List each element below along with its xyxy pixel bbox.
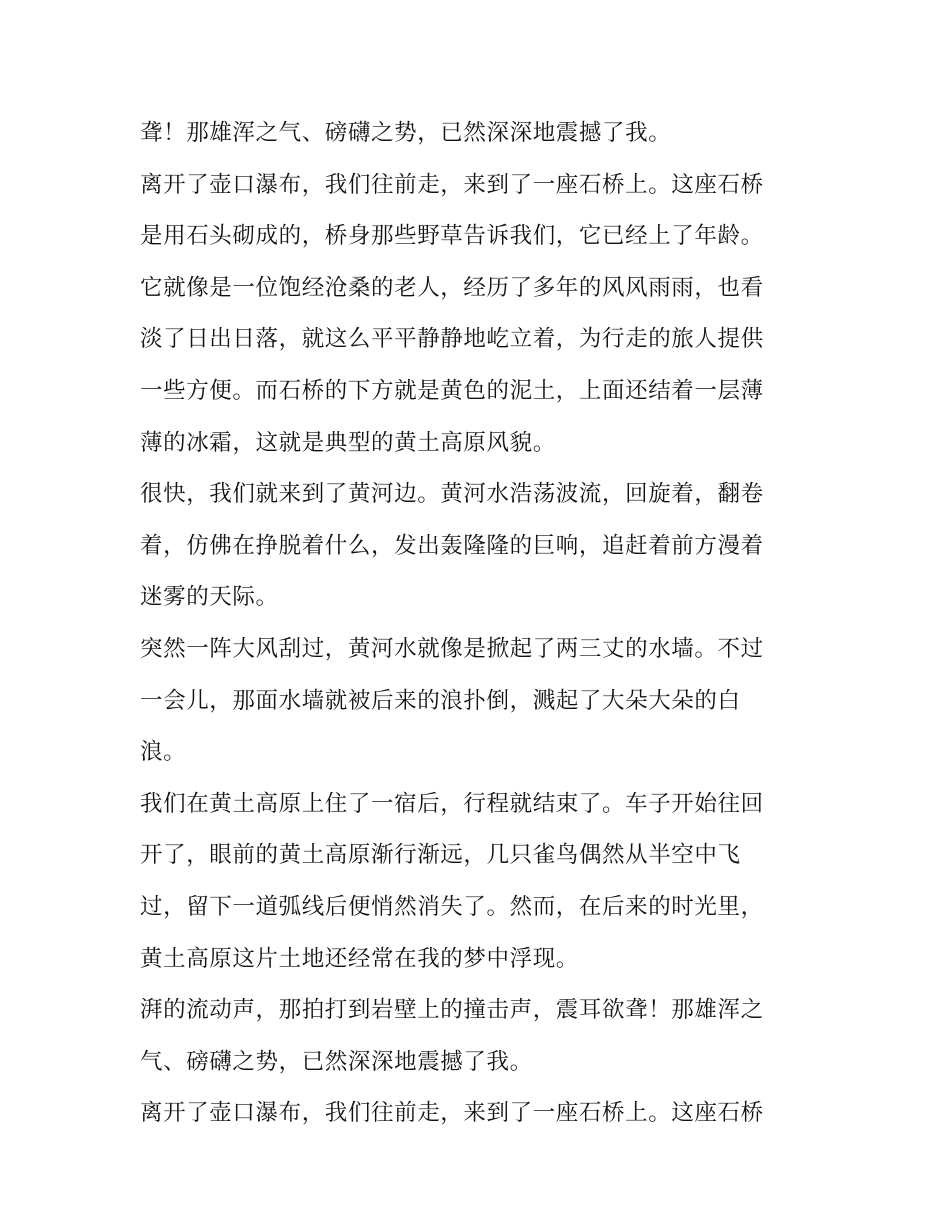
text-line: 一会儿，那面水墙就被后来的浪扑倒，溅起了大朵大朵的白 [140, 687, 741, 714]
essay-text [140, 108, 830, 1140]
text-line: 离开了壶口瀑布，我们往前走，来到了一座石桥上。这座石桥 [140, 171, 764, 198]
text-line: 过，留下一道弧线后便悄然消失了。然而，在后来的时光里， [140, 893, 764, 920]
text-line: 离开了壶口瀑布，我们往前走，来到了一座石桥上。这座石桥 [140, 1100, 764, 1127]
text-line: 淡了日出日落，就这么平平静静地屹立着，为行走的旅人提供 [140, 326, 764, 353]
text-line: 是用石头砌成的，桥身那些野草告诉我们，它已经上了年龄。 [140, 223, 764, 250]
text-line: 湃的流动声，那拍打到岩壁上的撞击声，震耳欲聋！那雄浑之 [140, 997, 764, 1024]
text-line: 着，仿佛在挣脱着什么，发出轰隆隆的巨响，追赶着前方漫着 [140, 532, 764, 559]
text-line: 聋！那雄浑之气、磅礴之势，已然深深地震撼了我。 [140, 120, 672, 146]
text-line: 浪。 [140, 739, 187, 766]
text-line: 很快，我们就来到了黄河边。黄河水浩荡波流，回旋着，翻卷 [140, 481, 764, 508]
text-line: 它就像是一位饱经沧桑的老人，经历了多年的风风雨雨，也看 [140, 274, 764, 301]
text-line: 黄土高原这片土地还经常在我的梦中浮现。 [140, 945, 579, 972]
text-line: 迷雾的天际。 [140, 584, 279, 611]
text-line: 开了，眼前的黄土高原渐行渐远，几只雀鸟偶然从半空中飞 [140, 842, 741, 869]
text-line: 气、磅礴之势，已然深深地震撼了我。 [140, 1048, 533, 1075]
text-line: 我们在黄土高原上住了一宿后，行程就结束了。车子开始往回 [140, 790, 764, 817]
text-line: 一些方便。而石桥的下方就是黄色的泥土，上面还结着一层薄 [140, 377, 764, 404]
text-line: 薄的冰霜，这就是典型的黄土高原风貌。 [140, 429, 556, 456]
text-line: 突然一阵大风刮过，黄河水就像是掀起了两三丈的水墙。不过 [140, 635, 764, 662]
